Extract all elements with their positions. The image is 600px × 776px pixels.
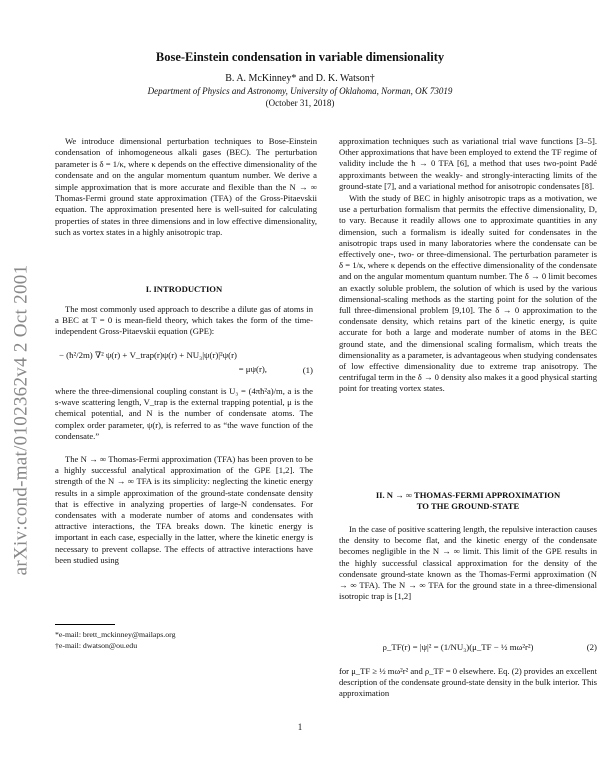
equation-2: [339, 642, 597, 652]
intro-paragraph-1: The most commonly used approach to describe a dilute gas of atoms in a BEC at T = 0 is mean-field theory, which takes the form of the time-independent Gross-Pitaevskii equation (GPE):: [55, 304, 313, 337]
equation-1-line-1: − (ħ²/2m) ∇² ψ(r) + V_trap(r)ψ(r) + NU₃|ψ(r)|²ψ(r): [59, 350, 237, 360]
authors: B. A. McKinney* and D. K. Watson†: [225, 73, 375, 84]
equation-1-line-2: = μψ(r),: [238, 364, 267, 374]
arxiv-identifier: [6, 200, 36, 640]
section-heading-introduction: I. INTRODUCTION: [145, 284, 223, 294]
right-paragraph-1: approximation techniques such as variational trial wave functions [3–5]. Other approximations that have been employed to extend the TF regime of validity include the ħ → 0 TFA [6], a method that uses two-point Padé approximants between the weakly- and strongly-interacting limits of the ground-state [7], and a variational method for anisotropic condensates [8].: [339, 136, 597, 191]
arxiv-identifier-text: arXiv:cond-mat/0102362v4 2 Oct 2001: [10, 264, 32, 576]
footnote-2: †e-mail: dwatson@ou.edu: [55, 641, 138, 650]
section-2-heading-line-2: TO THE GROUND-STATE: [416, 501, 520, 511]
footnote-1: *e-mail: brett_mckinney@mailaps.org: [55, 630, 176, 639]
page-number: 1: [297, 722, 303, 732]
affiliation: Department of Physics and Astronomy, University of Oklahoma, Norman, OK 73019: [147, 86, 453, 96]
section-2-paragraph-1: In the case of positive scattering length, the repulsive interaction causes the density to become flat, and the kinetic energy of the condensate becomes negligible in the N → ∞ limit. This limit of the GPE results in the highly successful classical approximation for the density of the condensate ground-state known as the Thomas-Fermi approximation (N → ∞ TFA). The N → ∞ TFA for the ground state in a three-dimensional isotropic trap is [1,2]: [339, 524, 597, 602]
section-2-heading-line-1: II. N → ∞ THOMAS-FERMI APPROXIMATION: [375, 490, 561, 500]
intro-paragraph-2: where the three-dimensional coupling constant is U₃ = (4πħ²a)/m, a is the s-wave scattering length, V_trap is the external trapping potential, μ is the chemical potential, and N is the number of condensate atoms. The complex order parameter, ψ(r), is referred to as “the wave function of the condensate.”: [55, 386, 313, 441]
section-heading-thomas-fermi: [339, 490, 597, 512]
intro-paragraph-3: The N → ∞ Thomas-Fermi approximation (TFA) has been proven to be a highly successful analytical approximation of the GPE [1,2]. The strength of the N → ∞ TFA is its simplicity: neglecting the kinetic energy results in a simple approximation of the ground-state condensate density that is effective in analyzing properties of large-N condensates. For condensates with a moderate number of atoms and condensates with attractive interactions, the TFA breaks down. The kinetic energy is important in each case, especially in the latter, where the kinetic energy is necessary to prevent collapse. The effects of attractive interactions have been studied using: [55, 454, 313, 565]
footnote-rule: [55, 624, 115, 625]
equation-1: [55, 350, 313, 374]
equation-1-number: (1): [302, 365, 313, 375]
abstract: We introduce dimensional perturbation techniques to Bose-Einstein condensation of inhomogeneous alkali gases (BEC). The perturbation parameter is δ = 1/κ, where κ depends on the effective dimensionality of the condensate and on the angular momentum quantum number. We derive a simple approximation that is more accurate and flexible than the N → ∞ Thomas-Fermi ground state approximation (TFA) of the Gross-Pitaevskii equation. The approximation presented here is well-suited for calculating properties of states in three dimensions and in low effective dimensionality, such as vortex states in a highly anisotropic trap.: [55, 136, 317, 238]
right-paragraph-2: With the study of BEC in highly anisotropic traps as a motivation, we use a perturbation formalism that permits the effective dimensionality, D, to vary. Because it readily allows one to approximate quantities in any dimension, such a formalism is ideally suited for condensates in the anisotropic traps used in many laboratories where the condensate can be effectively one-, two- or three-dimensional. The perturbation parameter is δ = 1/κ, where κ depends on the effective dimensionality of the condensate and on the angular momentum quantum number. The δ → 0 limit becomes an exactly soluble problem, the solution of which is used by the various dimensional-scaling methods as the starting point for the solution of the full three-dimensional problem [9,10]. The δ → 0 approximation to the condensate density, which retains part of the kinetic energy, is quite accurate for both a large and moderate number of atoms in the BEC ground state, and the dimensional scaling formalism, which treats the dimensionality as a parameter, is advantageous when studying condensates of low effective dimensionality due to extreme trap anisotropy. The centrifugal term in the δ → 0 density also makes it a good physical starting point for treating vortex states.: [339, 193, 597, 394]
equation-2-body: ρ_TF(r) = |ψ|² = (1/NU₃)(μ_TF − ½ mω²r²): [382, 642, 534, 652]
paper-title: Bose-Einstein condensation in variable dimensionality: [155, 50, 445, 64]
date: (October 31, 2018): [265, 98, 335, 108]
equation-2-number: (2): [586, 642, 597, 652]
section-2-paragraph-2: for μ_TF ≥ ½ mω²r² and ρ_TF = 0 elsewhere. Eq. (2) provides an excellent description of the condensate ground-state density in the bulk interior. This approximation: [339, 666, 597, 699]
